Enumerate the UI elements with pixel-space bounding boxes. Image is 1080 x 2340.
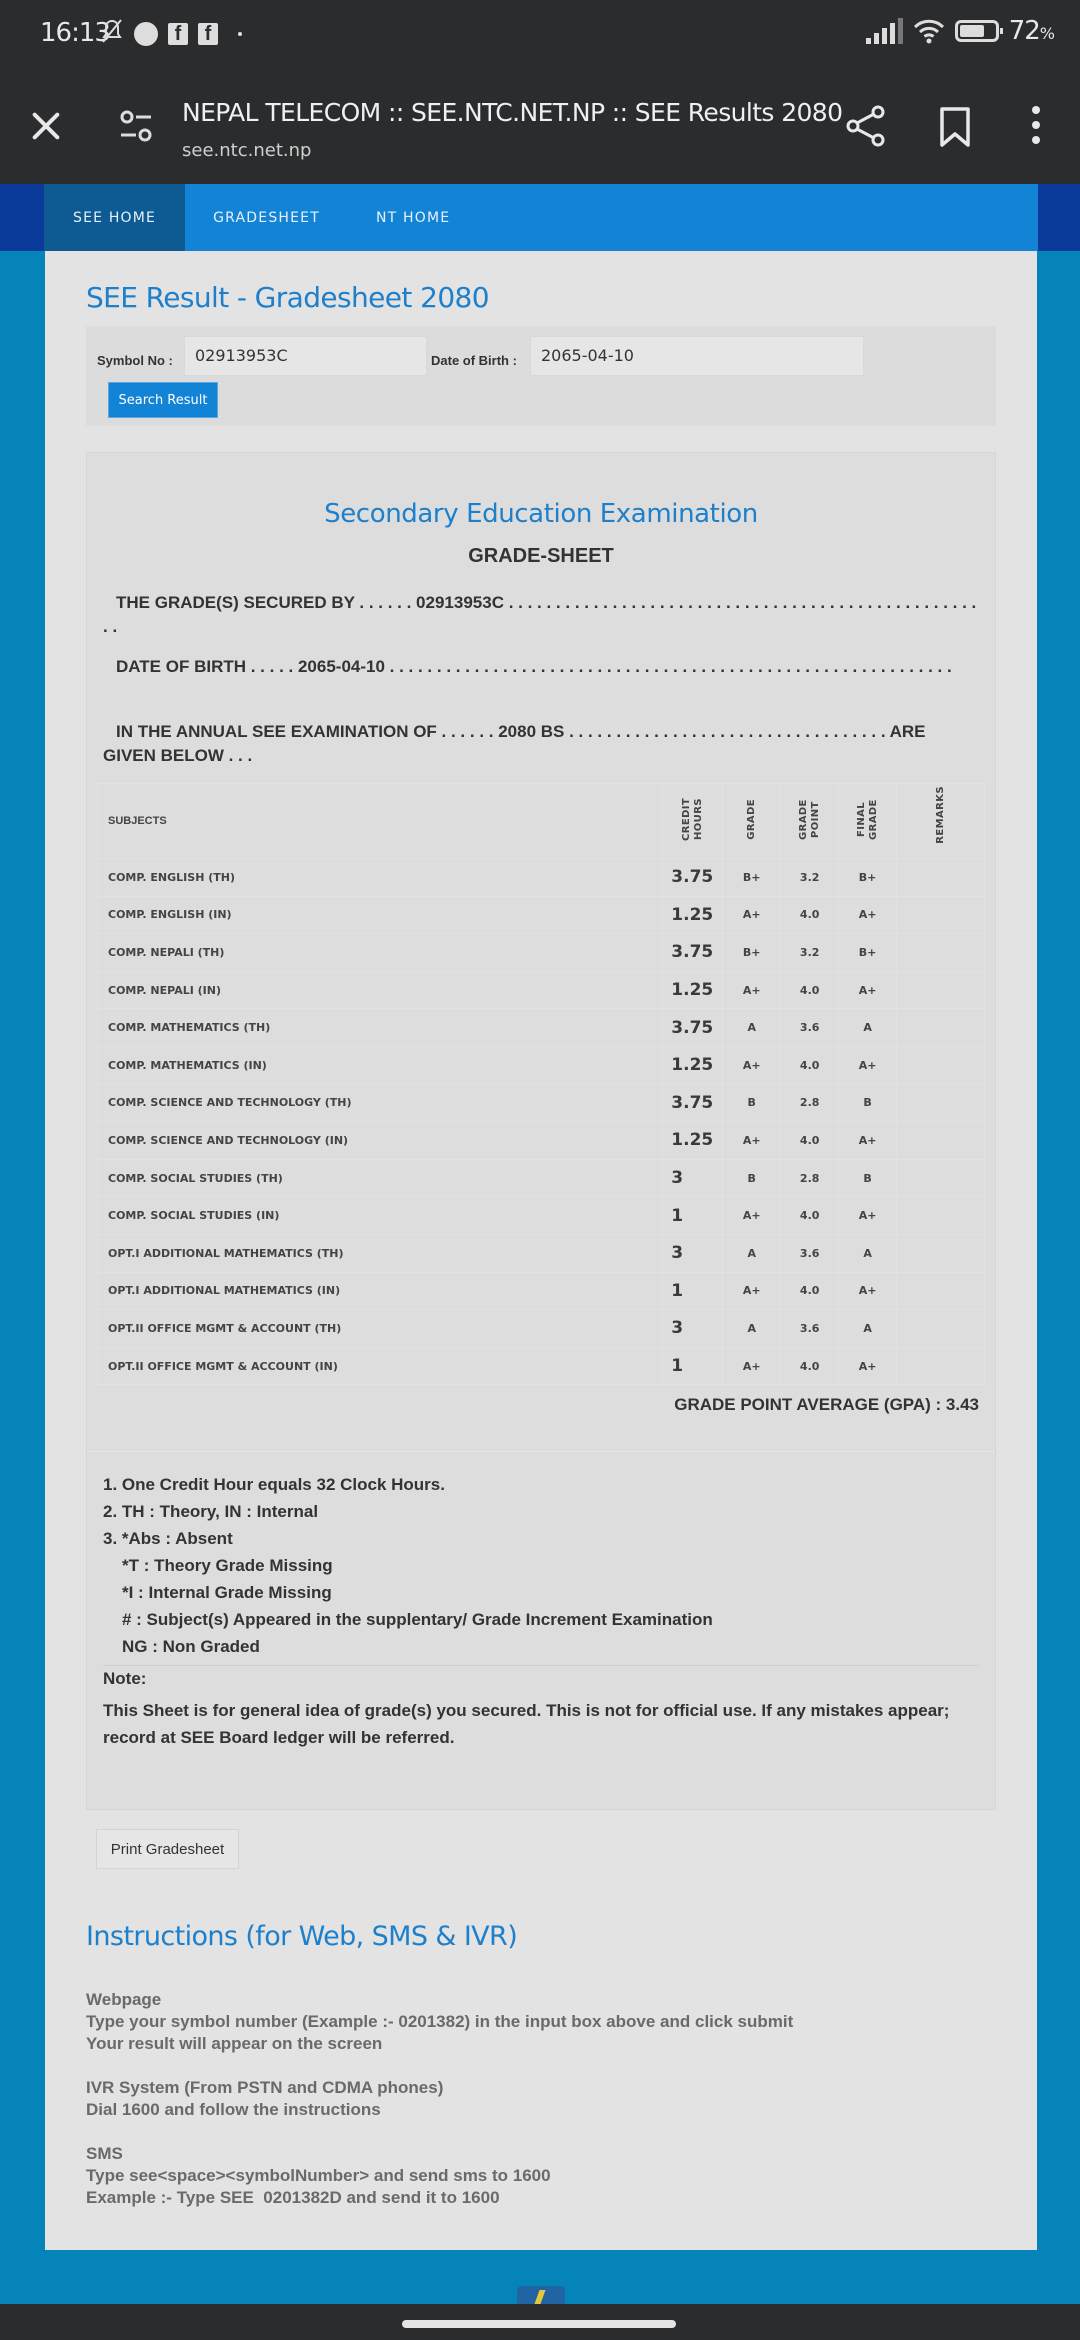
wifi-icon (913, 18, 945, 44)
final-grade-cell: B+ (839, 934, 897, 972)
table-row (98, 1272, 985, 1310)
home-gesture-handle[interactable] (402, 2320, 676, 2328)
grade-point-cell: 3.6 (781, 1310, 839, 1348)
col-grade-point: GRADE POINT (781, 784, 839, 859)
exam-line: IN THE ANNUAL SEE EXAMINATION OF . . . . . . 2080 BS . . . . . . . . . . . . . . . . . . . . . . . . . . . . . . . . . . ARE GIVEN BELOW . . . (103, 722, 926, 765)
legend-item: NG : Non Graded (122, 1637, 260, 1656)
grades-table (97, 783, 985, 1385)
col-final-grade: FINAL GRADE (839, 784, 897, 859)
table-row (98, 859, 985, 897)
grade-cell: A (723, 1009, 781, 1047)
legend-item: 1. One Credit Hour equals 32 Clock Hours. (103, 1475, 445, 1494)
credit-hours-cell: 3.75 (663, 934, 723, 972)
gpa: GRADE POINT AVERAGE (GPA) : 3.43 (674, 1395, 979, 1414)
search-result-button[interactable]: Search Result (108, 382, 218, 418)
grade-cell: B+ (723, 934, 781, 972)
subject-cell: OPT.II OFFICE MGMT & ACCOUNT (TH) (98, 1310, 663, 1348)
remarks-cell (897, 1046, 985, 1084)
final-grade-cell: B (839, 1159, 897, 1197)
col-grade: GRADE (723, 784, 781, 859)
grade-cell: A+ (723, 1122, 781, 1160)
table-row (98, 1234, 985, 1272)
col-credit-hours: CREDIT HOURS (663, 784, 723, 859)
col-subjects: SUBJECTS (98, 784, 663, 859)
remarks-cell (897, 1310, 985, 1348)
credit-hours-cell: 1 (663, 1197, 723, 1235)
site-settings-icon[interactable] (118, 106, 154, 146)
facebook-icon: f (168, 23, 188, 45)
bookmark-icon[interactable] (938, 106, 972, 148)
legend-item: 3. *Abs : Absent (103, 1529, 233, 1548)
symbol-label: Symbol No : (97, 353, 173, 368)
grade-cell: A (723, 1234, 781, 1272)
gradesheet-title: Secondary Education Examination (324, 499, 758, 529)
grade-cell: A+ (723, 896, 781, 934)
signal-icon (866, 18, 903, 44)
remarks-cell (897, 859, 985, 897)
credit-hours-cell: 3.75 (663, 1084, 723, 1122)
subject-cell: COMP. NEPALI (IN) (98, 971, 663, 1009)
final-grade-cell: A (839, 1310, 897, 1348)
col-remarks: REMARKS (897, 784, 985, 859)
remarks-cell (897, 1272, 985, 1310)
remarks-cell (897, 896, 985, 934)
grade-point-cell: 3.2 (781, 859, 839, 897)
legend-item: # : Subject(s) Appeared in the supplentary/ Grade Increment Examination (122, 1610, 713, 1629)
page-title: NEPAL TELECOM :: SEE.NTC.NET.NP :: SEE Results 2080 (182, 98, 843, 127)
browser-toolbar (0, 70, 1080, 184)
site-nav (44, 184, 1038, 251)
notification-icons (100, 18, 242, 50)
credit-hours-cell: 3 (663, 1234, 723, 1272)
credit-hours-cell: 1.25 (663, 1046, 723, 1084)
credit-hours-cell: 3.75 (663, 859, 723, 897)
grade-cell: A (723, 1310, 781, 1348)
more-options-icon[interactable] (1026, 106, 1046, 148)
grade-point-cell: 2.8 (781, 1159, 839, 1197)
mute-icon (100, 18, 124, 50)
credit-hours-cell: 3 (663, 1159, 723, 1197)
messenger-icon (134, 22, 158, 46)
grade-point-cell: 2.8 (781, 1084, 839, 1122)
remarks-cell (897, 1009, 985, 1047)
subject-cell: COMP. ENGLISH (TH) (98, 859, 663, 897)
remarks-cell (897, 934, 985, 972)
remarks-cell (897, 1084, 985, 1122)
remarks-cell (897, 1159, 985, 1197)
remarks-cell (897, 1234, 985, 1272)
grade-point-cell: 3.6 (781, 1009, 839, 1047)
subject-cell: OPT.I ADDITIONAL MATHEMATICS (IN) (98, 1272, 663, 1310)
grade-point-cell: 4.0 (781, 1347, 839, 1385)
instructions-sms: SMS Type see<space><symbolNumber> and send sms to 1600 Example :- Type SEE 0201382D and send it to 1600 (86, 2144, 551, 2207)
table-header-row (98, 784, 985, 859)
table-row (98, 971, 985, 1009)
nav-gradesheet[interactable]: GRADESHEET (213, 209, 320, 226)
final-grade-cell: A+ (839, 1272, 897, 1310)
grade-point-cell: 3.2 (781, 934, 839, 972)
grade-point-cell: 4.0 (781, 1197, 839, 1235)
subject-cell: COMP. NEPALI (TH) (98, 934, 663, 972)
credit-hours-cell: 1.25 (663, 971, 723, 1009)
grade-point-cell: 4.0 (781, 1122, 839, 1160)
table-row (98, 934, 985, 972)
symbol-input[interactable]: 02913953C (184, 336, 427, 376)
note-text: This Sheet is for general idea of grade(s) you secured. This is not for official use. If any mistakes appear; record at SEE Board ledger will be referred. (103, 1701, 950, 1747)
final-grade-cell: A+ (839, 1347, 897, 1385)
secured-by-line: THE GRADE(S) SECURED BY . . . . . . 02913953C . . . . . . . . . . . . . . . . . . . . . . . . . . . . . . . . . . . . . . . . . . . . . . . . . . . . (103, 593, 977, 636)
page-heading: SEE Result - Gradesheet 2080 (86, 281, 489, 314)
grade-point-cell: 4.0 (781, 1272, 839, 1310)
table-row (98, 1159, 985, 1197)
dob-label: Date of Birth : (431, 353, 517, 368)
system-navigation-bar (0, 2304, 1080, 2340)
grade-cell: A+ (723, 971, 781, 1009)
credit-hours-cell: 1.25 (663, 896, 723, 934)
remarks-cell (897, 1197, 985, 1235)
system-icons (866, 16, 1054, 46)
final-grade-cell: A+ (839, 1046, 897, 1084)
dob-input[interactable]: 2065-04-10 (530, 336, 864, 376)
table-row (98, 1122, 985, 1160)
facebook-icon: f (198, 23, 218, 45)
table-row (98, 1347, 985, 1385)
table-row (98, 1009, 985, 1047)
credit-hours-cell: 1 (663, 1347, 723, 1385)
grade-cell: B (723, 1159, 781, 1197)
share-icon[interactable] (844, 104, 888, 148)
subject-cell: COMP. SCIENCE AND TECHNOLOGY (IN) (98, 1122, 663, 1160)
final-grade-cell: A+ (839, 1197, 897, 1235)
grade-cell: A+ (723, 1046, 781, 1084)
grade-cell: B+ (723, 859, 781, 897)
battery-level: 72% (1008, 16, 1054, 46)
battery-icon (955, 20, 999, 42)
final-grade-cell: A+ (839, 971, 897, 1009)
subject-cell: COMP. MATHEMATICS (TH) (98, 1009, 663, 1047)
instructions-title: Instructions (for Web, SMS & IVR) (86, 1921, 518, 1952)
search-form (86, 326, 996, 426)
table-row (98, 1197, 985, 1235)
legend (103, 1471, 713, 1660)
credit-hours-cell: 3 (663, 1310, 723, 1348)
table-row (98, 1310, 985, 1348)
subject-cell: OPT.II OFFICE MGMT & ACCOUNT (IN) (98, 1347, 663, 1385)
credit-hours-cell: 1 (663, 1272, 723, 1310)
subject-cell: COMP. MATHEMATICS (IN) (98, 1046, 663, 1084)
footer-logo-icon (517, 2286, 565, 2304)
grade-cell: A+ (723, 1197, 781, 1235)
dob-line: DATE OF BIRTH . . . . . 2065-04-10 . . . . . . . . . . . . . . . . . . . . . . . . . . . . . . . . . . . . . . . . . . . . . . . . . . . . . . . . . . . . (116, 657, 952, 676)
legend-item: *T : Theory Grade Missing (122, 1556, 333, 1575)
note-divider (103, 1665, 979, 1666)
subject-cell: COMP. SOCIAL STUDIES (IN) (98, 1197, 663, 1235)
print-gradesheet-button[interactable]: Print Gradesheet (96, 1829, 239, 1869)
subject-cell: OPT.I ADDITIONAL MATHEMATICS (TH) (98, 1234, 663, 1272)
main-content (45, 251, 1037, 2250)
close-icon[interactable] (26, 106, 66, 146)
status-time: 16:13 (40, 18, 110, 48)
credit-hours-cell: 1.25 (663, 1122, 723, 1160)
subject-cell: COMP. SOCIAL STUDIES (TH) (98, 1159, 663, 1197)
status-bar (0, 0, 1080, 70)
nav-nt-home[interactable]: NT HOME (375, 209, 451, 226)
table-row (98, 1084, 985, 1122)
table-row (98, 896, 985, 934)
final-grade-cell: B (839, 1084, 897, 1122)
legend-item: *I : Internal Grade Missing (122, 1583, 332, 1602)
final-grade-cell: A (839, 1009, 897, 1047)
table-row (98, 1046, 985, 1084)
divider (87, 1451, 995, 1452)
instructions-ivr: IVR System (From PSTN and CDMA phones) Dial 1600 and follow the instructions (86, 2078, 444, 2119)
subject-cell: COMP. SCIENCE AND TECHNOLOGY (TH) (98, 1084, 663, 1122)
gradesheet (86, 452, 996, 1810)
grade-cell: A+ (723, 1347, 781, 1385)
grade-point-cell: 3.6 (781, 1234, 839, 1272)
grade-cell: A+ (723, 1272, 781, 1310)
grade-point-cell: 4.0 (781, 896, 839, 934)
final-grade-cell: A+ (839, 896, 897, 934)
grade-cell: B (723, 1084, 781, 1122)
note-title: Note: (103, 1669, 147, 1688)
subject-cell: COMP. ENGLISH (IN) (98, 896, 663, 934)
final-grade-cell: B+ (839, 859, 897, 897)
dot-icon (238, 32, 242, 36)
grade-point-cell: 4.0 (781, 971, 839, 1009)
final-grade-cell: A+ (839, 1122, 897, 1160)
remarks-cell (897, 1122, 985, 1160)
instructions-webpage: Webpage Type your symbol number (Example :- 0201382) in the input box above and click submit Your result will appear on the screen (86, 1990, 794, 2053)
remarks-cell (897, 971, 985, 1009)
legend-item: 2. TH : Theory, IN : Internal (103, 1502, 319, 1521)
final-grade-cell: A (839, 1234, 897, 1272)
nav-see-home[interactable]: SEE HOME (44, 184, 185, 251)
gradesheet-subtitle: GRADE-SHEET (468, 545, 614, 567)
page-url[interactable]: see.ntc.net.np (182, 140, 312, 161)
credit-hours-cell: 3.75 (663, 1009, 723, 1047)
grade-point-cell: 4.0 (781, 1046, 839, 1084)
remarks-cell (897, 1347, 985, 1385)
